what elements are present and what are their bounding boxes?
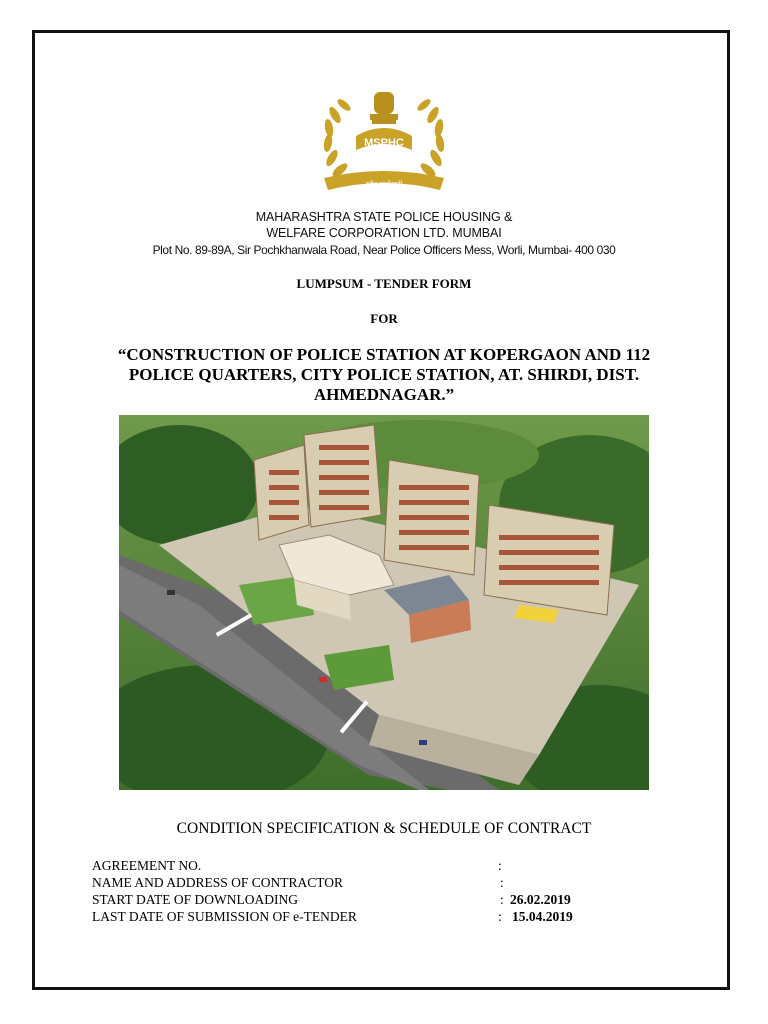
org-name-line2: WELFARE CORPORATION LTD. MUMBAI [266, 226, 502, 240]
tender-title-line2: POLICE QUARTERS, CITY POLICE STATION, AT. SHIRDI, DIST. [128, 365, 640, 384]
lion-capital-icon [370, 92, 398, 124]
field-colon: : [500, 875, 504, 890]
contract-fields [92, 858, 612, 926]
field-label: LAST DATE OF SUBMISSION OF e-TENDER [92, 909, 357, 924]
logo-text: MSPHC [364, 137, 404, 149]
aerial-building-render-image [119, 415, 649, 790]
tender-title-line1: “CONSTRUCTION OF POLICE STATION AT KOPERGAON AND 112 [117, 345, 651, 364]
field-value: 26.02.2019 [510, 892, 571, 907]
field-label: AGREEMENT NO. [92, 858, 202, 873]
org-name-line1: MAHARASHTRA STATE POLICE HOUSING & [255, 210, 513, 224]
for-label: FOR [370, 311, 398, 326]
org-address: Plot No. 89-89A, Sir Pochkhanwala Road, Near Police Officers Mess, Worli, Mumbai- 400 030 [152, 243, 616, 257]
field-last-date [92, 909, 612, 926]
field-value: 15.04.2019 [512, 909, 573, 924]
contract-heading: CONDITION SPECIFICATION & SCHEDULE OF CONTRACT [176, 820, 592, 837]
field-contractor [92, 875, 612, 892]
field-agreement-no [92, 858, 612, 875]
tender-form-type: LUMPSUM - TENDER FORM [296, 276, 472, 291]
logo-motto: सदैव सुरक्षेसाठी [365, 180, 403, 188]
field-colon: : [498, 858, 502, 873]
field-start-date [92, 892, 612, 909]
field-label: NAME AND ADDRESS OF CONTRACTOR [92, 875, 344, 890]
field-colon: : [500, 892, 504, 907]
tender-title [84, 345, 684, 405]
field-colon: : [498, 909, 502, 924]
msphc-emblem-icon [312, 78, 456, 198]
tender-title-line3: AHMEDNAGAR.” [313, 385, 455, 404]
field-label: START DATE OF DOWNLOADING [92, 892, 298, 907]
